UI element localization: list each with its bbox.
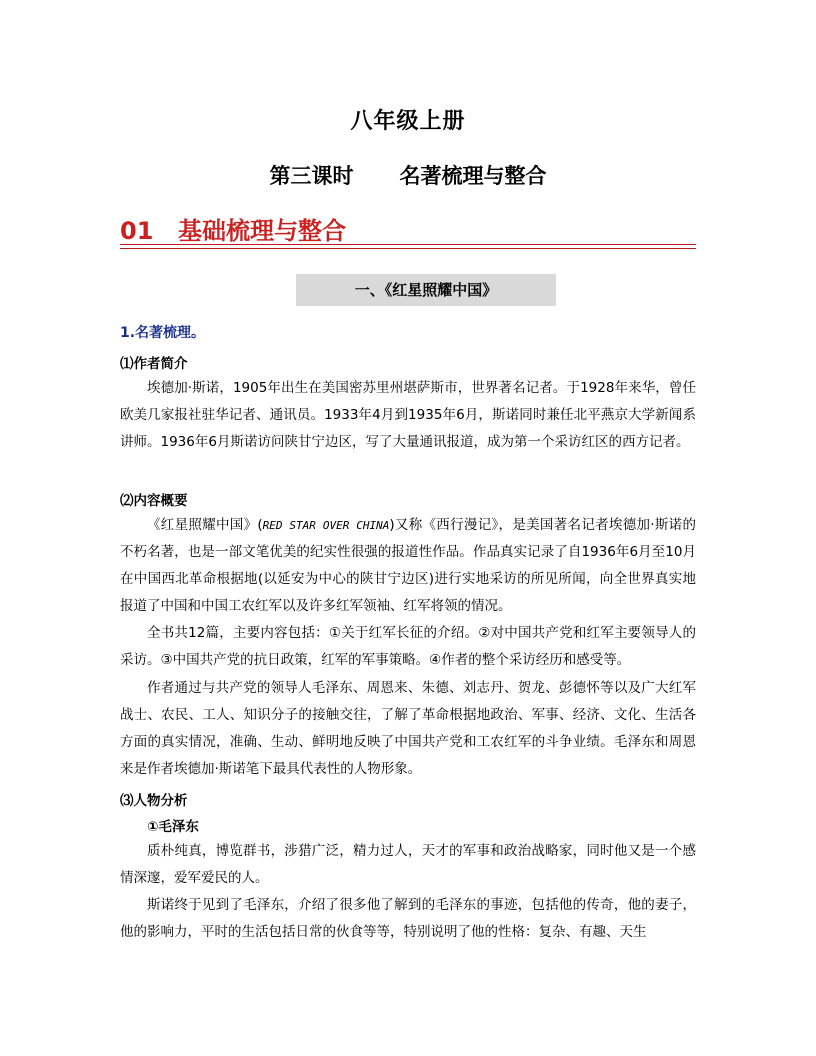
- lesson-number: 第三课时: [269, 164, 354, 188]
- person-paragraph-2: 斯诺终于见到了毛泽东，介绍了很多他了解到的毛泽东的事迹，包括他的传奇，他的妻子，他的影响力，平时的生活包括日常的伙食等等，特别说明了他的性格：复杂、有趣、天生: [120, 897, 696, 940]
- character-heading: ⑶人物分析: [120, 793, 188, 809]
- section-title: 基础梳理与整合: [178, 217, 346, 245]
- author-paragraph: 埃德加·斯诺，1905年出生在美国密苏里州堪萨斯市，世界著名记者。于1928年来华，曾任欧美几家报社驻华记者、通讯员。1933年4月到1935年6月，斯诺同时兼任北平燕京大学新闻系讲师。1936年6月斯诺访问陕甘宁边区，写了大量通讯报道，成为第一个采访红区的西方记者。: [120, 380, 696, 450]
- content-paragraph-1: [120, 512, 696, 620]
- book-heading-box: 一、《红星照耀中国》: [296, 274, 556, 306]
- section-rule-thin: [120, 248, 696, 249]
- author-heading: ⑴作者简介: [120, 356, 188, 372]
- page-title: 八年级上册: [350, 109, 466, 134]
- person-heading: ①毛泽东: [147, 819, 199, 835]
- content-paragraph-2: 全书共12篇，主要内容包括：①关于红军长征的介绍。②对中国共产党和红军主要领导人的采访。③中国共产党的抗日政策，红军的军事策略。④作者的整个采访经历和感受等。: [120, 625, 696, 668]
- section-heading: [120, 211, 346, 246]
- item-heading: 1.名著梳理。: [120, 325, 206, 341]
- content-text-b: )又称《西行漫记》，是美国著名记者埃德加·斯诺的不朽名著，也是一部文笔优美的纪实性很强的报道性作品。作品真实记录了自1936年6月至10月在中国西北革命根据地(以延安为中心的陕甘宁边区)进行实地采访的所见所闻，向全世界真实地报道了中国和中国工农红军以及许多红军领袖、红军将领的情况。: [120, 517, 696, 614]
- english-title: RED STAR OVER CHINA: [262, 519, 390, 532]
- section-number: 01: [120, 217, 154, 245]
- content-paragraph-3: 作者通过与共产党的领导人毛泽东、周恩来、朱德、刘志丹、贺龙、彭德怀等以及广大红军战士、农民、工人、知识分子的接触交往，了解了革命根据地政治、军事、经济、文化、生活各方面的真实情况，准确、生动、鲜明地反映了中国共产党和工农红军的斗争业绩。毛泽东和周恩来是作者埃德加·斯诺笔下最具代表性的人物形象。: [120, 680, 696, 777]
- content-heading: ⑵内容概要: [120, 493, 188, 509]
- lesson-subtitle: [0, 160, 816, 190]
- section-rule-thick: [120, 244, 696, 245]
- lesson-topic: 名著梳理与整合: [399, 164, 547, 188]
- content-text-a: 《红星照耀中国》(: [147, 517, 263, 533]
- person-paragraph-1: 质朴纯真，博览群书，涉猎广泛，精力过人，天才的军事和政治战略家，同时他又是一个感情深邃，爱军爱民的人。: [120, 843, 696, 886]
